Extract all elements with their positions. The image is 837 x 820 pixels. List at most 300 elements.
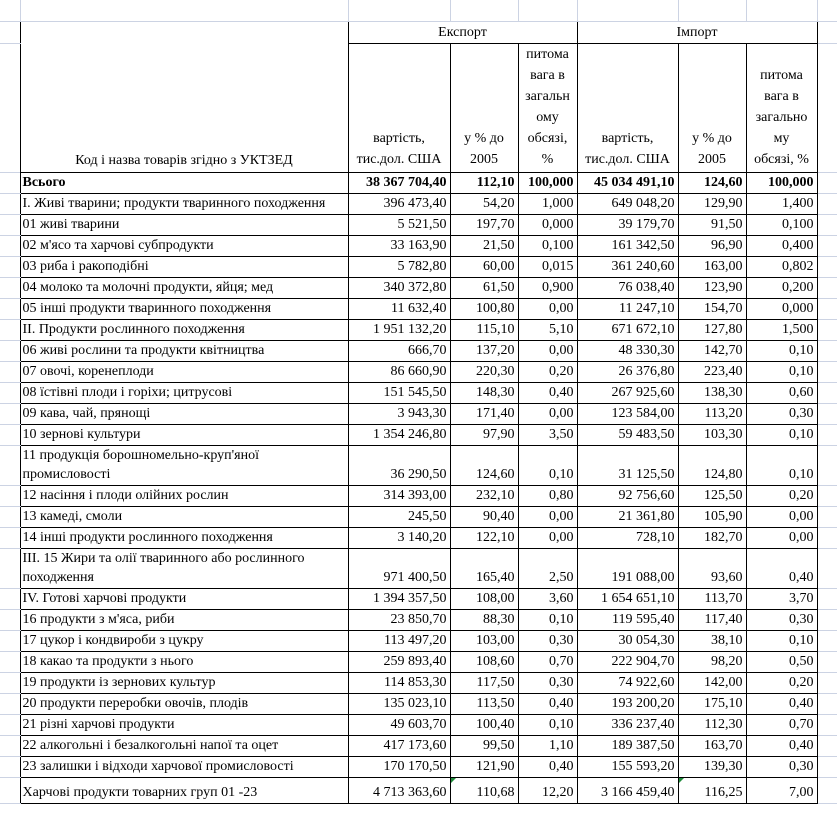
sheet-margin-cell[interactable] [817, 0, 837, 21]
import-pct-cell[interactable] [678, 527, 746, 548]
export-pct-cell[interactable] [450, 693, 518, 714]
export-share-cell[interactable] [518, 277, 577, 298]
import-pct-cell[interactable] [678, 485, 746, 506]
export-value-cell[interactable] [348, 340, 450, 361]
sheet-margin-cell[interactable] [0, 382, 20, 403]
sheet-margin-cell[interactable] [817, 756, 837, 777]
import-value-cell[interactable] [577, 651, 678, 672]
export-share-cell[interactable] [518, 235, 577, 256]
export-pct-cell[interactable] [450, 277, 518, 298]
sheet-margin-cell[interactable] [0, 672, 20, 693]
sheet-margin-cell[interactable] [0, 756, 20, 777]
import-pct-cell[interactable] [678, 735, 746, 756]
export-pct-cell[interactable] [450, 319, 518, 340]
export-pct-cell[interactable] [450, 445, 518, 485]
import-pct-cell[interactable] [678, 235, 746, 256]
import-share-cell[interactable] [746, 382, 817, 403]
sheet-margin-cell[interactable] [0, 485, 20, 506]
sheet-margin-cell[interactable] [0, 714, 20, 735]
export-value-cell[interactable] [348, 630, 450, 651]
cell-text: 36 290,50 [390, 466, 447, 482]
sheet-margin-cell[interactable] [817, 277, 837, 298]
import-value-cell[interactable] [577, 298, 678, 319]
export-pct-cell[interactable] [450, 485, 518, 506]
import-share-cell[interactable] [746, 777, 817, 803]
sheet-margin-cell[interactable] [0, 693, 20, 714]
import-share-cell[interactable] [746, 193, 817, 214]
import-value-cell[interactable] [577, 403, 678, 424]
sheet-margin-cell[interactable] [817, 256, 837, 277]
export-pct-cell[interactable] [450, 424, 518, 445]
export-share-cell[interactable] [518, 485, 577, 506]
import-share-cell[interactable] [746, 403, 817, 424]
export-pct-cell[interactable] [450, 172, 518, 193]
import-pct-cell[interactable] [678, 548, 746, 588]
import-value-cell[interactable] [577, 630, 678, 651]
export-share-cell[interactable] [518, 403, 577, 424]
export-pct-cell[interactable] [450, 256, 518, 277]
column-header-goods-name[interactable]: Код і назва товарів згідно з УКТЗЕД [20, 21, 348, 172]
export-share-cell[interactable] [518, 319, 577, 340]
sheet-margin-cell[interactable] [817, 630, 837, 651]
import-share-cell[interactable] [746, 256, 817, 277]
import-pct-cell[interactable] [678, 193, 746, 214]
export-pct-cell[interactable] [450, 651, 518, 672]
import-pct-cell[interactable] [678, 298, 746, 319]
row-label-cell[interactable] [20, 588, 348, 609]
import-share-cell[interactable] [746, 214, 817, 235]
sheet-margin-cell[interactable] [817, 214, 837, 235]
export-value-cell[interactable] [348, 777, 450, 803]
import-pct-cell[interactable] [678, 714, 746, 735]
export-value-cell[interactable] [348, 485, 450, 506]
import-pct-cell[interactable] [678, 403, 746, 424]
sheet-margin-cell[interactable] [0, 735, 20, 756]
row-label-cell[interactable] [20, 277, 348, 298]
export-pct-cell[interactable] [450, 609, 518, 630]
import-value-cell[interactable] [577, 548, 678, 588]
import-value-cell[interactable] [577, 445, 678, 485]
row-label-cell[interactable] [20, 340, 348, 361]
sheet-margin-cell[interactable] [0, 193, 20, 214]
sheet-margin-cell[interactable] [0, 777, 20, 803]
sheet-margin-cell[interactable] [817, 651, 837, 672]
import-share-cell[interactable] [746, 527, 817, 548]
import-value-cell[interactable] [577, 340, 678, 361]
row-label-cell[interactable] [20, 548, 348, 588]
import-value-cell[interactable] [577, 527, 678, 548]
column-header-import-pct-2005[interactable]: у % до 2005 [678, 43, 746, 172]
sheet-margin-cell[interactable] [0, 0, 20, 21]
export-share-cell[interactable] [518, 361, 577, 382]
export-share-cell[interactable] [518, 609, 577, 630]
import-share-cell[interactable] [746, 651, 817, 672]
export-share-cell[interactable] [518, 693, 577, 714]
row-label-cell[interactable] [20, 256, 348, 277]
export-share-cell[interactable] [518, 714, 577, 735]
import-pct-cell[interactable] [678, 777, 746, 803]
column-group-export[interactable]: Експорт [348, 21, 577, 43]
sheet-margin-cell[interactable] [678, 0, 746, 21]
import-pct-cell[interactable] [678, 424, 746, 445]
cell-text: 728,10 [636, 529, 675, 545]
import-share-cell[interactable] [746, 714, 817, 735]
sheet-margin-cell[interactable] [817, 43, 837, 172]
sheet-margin-cell[interactable] [817, 693, 837, 714]
export-share-cell[interactable] [518, 756, 577, 777]
sheet-margin-cell[interactable] [0, 319, 20, 340]
row-label-cell[interactable] [20, 403, 348, 424]
import-share-cell[interactable] [746, 735, 817, 756]
export-pct-cell[interactable] [450, 777, 518, 803]
cell-text: 110,68 [476, 784, 515, 800]
export-pct-cell[interactable] [450, 298, 518, 319]
sheet-margin-cell[interactable] [817, 506, 837, 527]
sheet-margin-cell[interactable] [817, 298, 837, 319]
row-label-cell[interactable] [20, 319, 348, 340]
sheet-margin-cell[interactable] [0, 445, 20, 485]
row-label-cell[interactable] [20, 777, 348, 803]
sheet-margin-cell[interactable] [817, 361, 837, 382]
export-pct-cell[interactable] [450, 588, 518, 609]
row-label-cell[interactable] [20, 485, 348, 506]
export-pct-cell[interactable] [450, 506, 518, 527]
export-share-cell[interactable] [518, 651, 577, 672]
export-value-cell[interactable] [348, 277, 450, 298]
sheet-margin-cell[interactable] [0, 609, 20, 630]
sheet-margin-cell[interactable] [817, 609, 837, 630]
export-share-cell[interactable] [518, 630, 577, 651]
sheet-margin-cell[interactable] [0, 340, 20, 361]
import-pct-cell[interactable] [678, 340, 746, 361]
sheet-margin-cell[interactable] [817, 485, 837, 506]
row-label-cell[interactable] [20, 693, 348, 714]
export-value-cell[interactable] [348, 298, 450, 319]
sheet-margin-cell[interactable] [518, 0, 577, 21]
import-pct-cell[interactable] [678, 651, 746, 672]
import-share-cell[interactable] [746, 298, 817, 319]
import-share-cell[interactable] [746, 672, 817, 693]
import-share-cell[interactable] [746, 485, 817, 506]
import-pct-cell[interactable] [678, 756, 746, 777]
column-header-import-share[interactable]: питома вага в загальному обсязі, % [746, 43, 817, 172]
formula-flag-icon [679, 778, 684, 783]
sheet-margin-cell[interactable] [746, 0, 817, 21]
cell-text: 7,00 [789, 784, 814, 800]
column-header-export-share[interactable]: питома вага в загальному обсязі, % [518, 43, 577, 172]
export-value-cell[interactable] [348, 735, 450, 756]
import-pct-cell[interactable] [678, 630, 746, 651]
import-value-cell[interactable] [577, 193, 678, 214]
cell-text: 100,40 [476, 716, 515, 732]
row-label-cell[interactable] [20, 298, 348, 319]
import-value-cell[interactable] [577, 609, 678, 630]
export-value-cell[interactable] [348, 714, 450, 735]
import-value-cell[interactable] [577, 382, 678, 403]
export-pct-cell[interactable] [450, 735, 518, 756]
row-label-cell[interactable] [20, 630, 348, 651]
export-share-cell[interactable] [518, 214, 577, 235]
import-share-cell[interactable] [746, 424, 817, 445]
import-value-cell[interactable] [577, 319, 678, 340]
import-pct-cell[interactable] [678, 256, 746, 277]
column-header-export-value[interactable]: вартість, тис.дол. США [348, 43, 450, 172]
export-value-cell[interactable] [348, 214, 450, 235]
import-value-cell[interactable] [577, 424, 678, 445]
export-value-cell[interactable] [348, 672, 450, 693]
cell-text: 3 140,20 [397, 529, 447, 545]
import-value-cell[interactable] [577, 235, 678, 256]
export-value-cell[interactable] [348, 588, 450, 609]
sheet-margin-cell[interactable] [0, 361, 20, 382]
sheet-margin-cell[interactable] [817, 235, 837, 256]
sheet-margin-cell[interactable] [817, 424, 837, 445]
row-label-cell[interactable] [20, 735, 348, 756]
import-pct-cell[interactable] [678, 361, 746, 382]
export-share-cell[interactable] [518, 172, 577, 193]
row-label-cell[interactable] [20, 609, 348, 630]
cell-text: 3 166 459,40 [601, 784, 675, 800]
row-label-cell[interactable] [20, 214, 348, 235]
sheet-margin-cell[interactable] [817, 548, 837, 588]
export-value-cell[interactable] [348, 756, 450, 777]
export-value-cell[interactable] [348, 193, 450, 214]
import-value-cell[interactable] [577, 277, 678, 298]
import-pct-cell[interactable] [678, 588, 746, 609]
row-label-cell[interactable] [20, 424, 348, 445]
cell-text: 103,00 [476, 632, 515, 648]
cell-text: 0,30 [789, 611, 814, 627]
sheet-margin-cell[interactable] [0, 424, 20, 445]
export-share-cell[interactable] [518, 445, 577, 485]
import-pct-cell[interactable] [678, 693, 746, 714]
import-share-cell[interactable] [746, 361, 817, 382]
export-value-cell[interactable] [348, 172, 450, 193]
import-value-cell[interactable] [577, 672, 678, 693]
export-share-cell[interactable] [518, 256, 577, 277]
sheet-margin-cell[interactable] [817, 735, 837, 756]
import-value-cell[interactable] [577, 485, 678, 506]
sheet-margin-cell[interactable] [817, 193, 837, 214]
sheet-margin-cell[interactable] [450, 0, 518, 21]
import-value-cell[interactable] [577, 735, 678, 756]
column-header-export-pct-2005[interactable]: у % до 2005 [450, 43, 518, 172]
import-value-cell[interactable] [577, 588, 678, 609]
sheet-margin-cell[interactable] [0, 298, 20, 319]
sheet-margin-cell[interactable] [0, 630, 20, 651]
sheet-margin-cell[interactable] [0, 588, 20, 609]
export-value-cell[interactable] [348, 235, 450, 256]
row-label-cell[interactable] [20, 506, 348, 527]
import-share-cell[interactable] [746, 340, 817, 361]
export-pct-cell[interactable] [450, 193, 518, 214]
sheet-margin-cell[interactable] [817, 403, 837, 424]
import-value-cell[interactable] [577, 714, 678, 735]
sheet-margin-cell[interactable] [817, 588, 837, 609]
cell-text: 21 різні харчові продукти [22, 716, 175, 732]
row-label-cell[interactable] [20, 651, 348, 672]
column-header-import-value[interactable]: вартість, тис.дол. США [577, 43, 678, 172]
import-share-cell[interactable] [746, 172, 817, 193]
sheet-margin-cell[interactable] [817, 382, 837, 403]
export-value-cell[interactable] [348, 693, 450, 714]
export-share-cell[interactable] [518, 588, 577, 609]
import-value-cell[interactable] [577, 172, 678, 193]
import-pct-cell[interactable] [678, 319, 746, 340]
cell-text: 0,40 [789, 737, 814, 753]
import-share-cell[interactable] [746, 756, 817, 777]
export-pct-cell[interactable] [450, 382, 518, 403]
export-share-cell[interactable] [518, 382, 577, 403]
import-pct-cell[interactable] [678, 277, 746, 298]
sheet-margin-cell[interactable] [0, 172, 20, 193]
import-pct-cell[interactable] [678, 445, 746, 485]
import-pct-cell[interactable] [678, 214, 746, 235]
export-pct-cell[interactable] [450, 527, 518, 548]
export-pct-cell[interactable] [450, 214, 518, 235]
header-row-groups [0, 21, 837, 43]
export-share-cell[interactable] [518, 506, 577, 527]
export-pct-cell[interactable] [450, 756, 518, 777]
cell-text: Харчові продукти товарних груп 01 -23 [22, 784, 258, 800]
sheet-margin-cell[interactable] [0, 256, 20, 277]
cell-text: 74 922,60 [618, 674, 675, 690]
export-pct-cell[interactable] [450, 235, 518, 256]
sheet-margin-cell[interactable] [0, 235, 20, 256]
import-pct-cell[interactable] [678, 382, 746, 403]
table-row [0, 277, 837, 298]
import-share-cell[interactable] [746, 548, 817, 588]
sheet-margin-cell[interactable] [0, 21, 20, 43]
sheet-margin-cell[interactable] [0, 43, 20, 172]
export-value-cell[interactable] [348, 527, 450, 548]
export-share-cell[interactable] [518, 424, 577, 445]
sheet-margin-cell[interactable] [817, 319, 837, 340]
export-value-cell[interactable] [348, 651, 450, 672]
row-label-cell[interactable] [20, 445, 348, 485]
import-share-cell[interactable] [746, 319, 817, 340]
sheet-margin-cell[interactable] [0, 651, 20, 672]
sheet-margin-cell[interactable] [348, 0, 450, 21]
sheet-margin-cell[interactable] [817, 21, 837, 43]
export-pct-cell[interactable] [450, 361, 518, 382]
cell-text: 1,000 [542, 195, 574, 211]
import-share-cell[interactable] [746, 506, 817, 527]
import-value-cell[interactable] [577, 506, 678, 527]
row-label-cell[interactable] [20, 714, 348, 735]
export-pct-cell[interactable] [450, 672, 518, 693]
export-pct-cell[interactable] [450, 403, 518, 424]
export-share-cell[interactable] [518, 193, 577, 214]
cell-text: 142,70 [704, 342, 743, 358]
export-pct-cell[interactable] [450, 630, 518, 651]
sheet-margin-cell[interactable] [0, 403, 20, 424]
export-share-cell[interactable] [518, 298, 577, 319]
import-share-cell[interactable] [746, 693, 817, 714]
export-share-cell[interactable] [518, 340, 577, 361]
export-share-cell[interactable] [518, 777, 577, 803]
sheet-margin-cell[interactable] [0, 214, 20, 235]
row-label-cell[interactable] [20, 672, 348, 693]
export-pct-cell[interactable] [450, 714, 518, 735]
sheet-margin-cell[interactable] [577, 0, 678, 21]
sheet-margin-cell[interactable] [0, 548, 20, 588]
row-label-cell[interactable] [20, 361, 348, 382]
row-label-cell[interactable] [20, 193, 348, 214]
export-value-cell[interactable] [348, 382, 450, 403]
export-value-cell[interactable] [348, 548, 450, 588]
export-value-cell[interactable] [348, 319, 450, 340]
cell-text: 163,70 [704, 737, 743, 753]
sheet-margin-cell[interactable] [0, 527, 20, 548]
export-value-cell[interactable] [348, 361, 450, 382]
import-value-cell[interactable] [577, 256, 678, 277]
export-share-cell[interactable] [518, 527, 577, 548]
sheet-margin-cell[interactable] [817, 527, 837, 548]
sheet-margin-cell[interactable] [817, 172, 837, 193]
column-group-import[interactable]: Імпорт [577, 21, 817, 43]
import-pct-cell[interactable] [678, 506, 746, 527]
sheet-margin-cell[interactable] [817, 340, 837, 361]
import-value-cell[interactable] [577, 777, 678, 803]
import-share-cell[interactable] [746, 277, 817, 298]
export-share-cell[interactable] [518, 735, 577, 756]
table-row [0, 672, 837, 693]
import-share-cell[interactable] [746, 588, 817, 609]
sheet-margin-cell[interactable] [20, 0, 348, 21]
sheet-margin-cell[interactable] [817, 672, 837, 693]
row-label-cell[interactable] [20, 172, 348, 193]
cell-text: 121,90 [476, 758, 515, 774]
export-value-cell[interactable] [348, 403, 450, 424]
sheet-margin-cell[interactable] [817, 714, 837, 735]
row-label-cell[interactable] [20, 756, 348, 777]
import-share-cell[interactable] [746, 609, 817, 630]
export-pct-cell[interactable] [450, 340, 518, 361]
import-value-cell[interactable] [577, 214, 678, 235]
sheet-margin-cell[interactable] [0, 506, 20, 527]
import-share-cell[interactable] [746, 445, 817, 485]
row-label-cell[interactable] [20, 235, 348, 256]
export-pct-cell[interactable] [450, 548, 518, 588]
export-share-cell[interactable] [518, 672, 577, 693]
cell-text: 99,50 [483, 737, 515, 753]
export-value-cell[interactable] [348, 506, 450, 527]
import-value-cell[interactable] [577, 361, 678, 382]
cell-text: 17 цукор і кондвироби з цукру [22, 632, 204, 648]
cell-text: 1,500 [782, 321, 814, 337]
export-value-cell[interactable] [348, 609, 450, 630]
sheet-margin-cell[interactable] [817, 445, 837, 485]
export-value-cell[interactable] [348, 445, 450, 485]
export-value-cell[interactable] [348, 424, 450, 445]
import-pct-cell[interactable] [678, 672, 746, 693]
import-value-cell[interactable] [577, 756, 678, 777]
cell-text: 93,60 [711, 569, 743, 585]
import-share-cell[interactable] [746, 235, 817, 256]
sheet-margin-cell[interactable] [817, 777, 837, 803]
import-share-cell[interactable] [746, 630, 817, 651]
row-label-cell[interactable] [20, 382, 348, 403]
export-share-cell[interactable] [518, 548, 577, 588]
export-value-cell[interactable] [348, 256, 450, 277]
cell-text: 396 473,40 [383, 195, 447, 211]
import-value-cell[interactable] [577, 693, 678, 714]
row-label-cell[interactable] [20, 527, 348, 548]
import-pct-cell[interactable] [678, 172, 746, 193]
import-pct-cell[interactable] [678, 609, 746, 630]
sheet-margin-cell[interactable] [0, 277, 20, 298]
